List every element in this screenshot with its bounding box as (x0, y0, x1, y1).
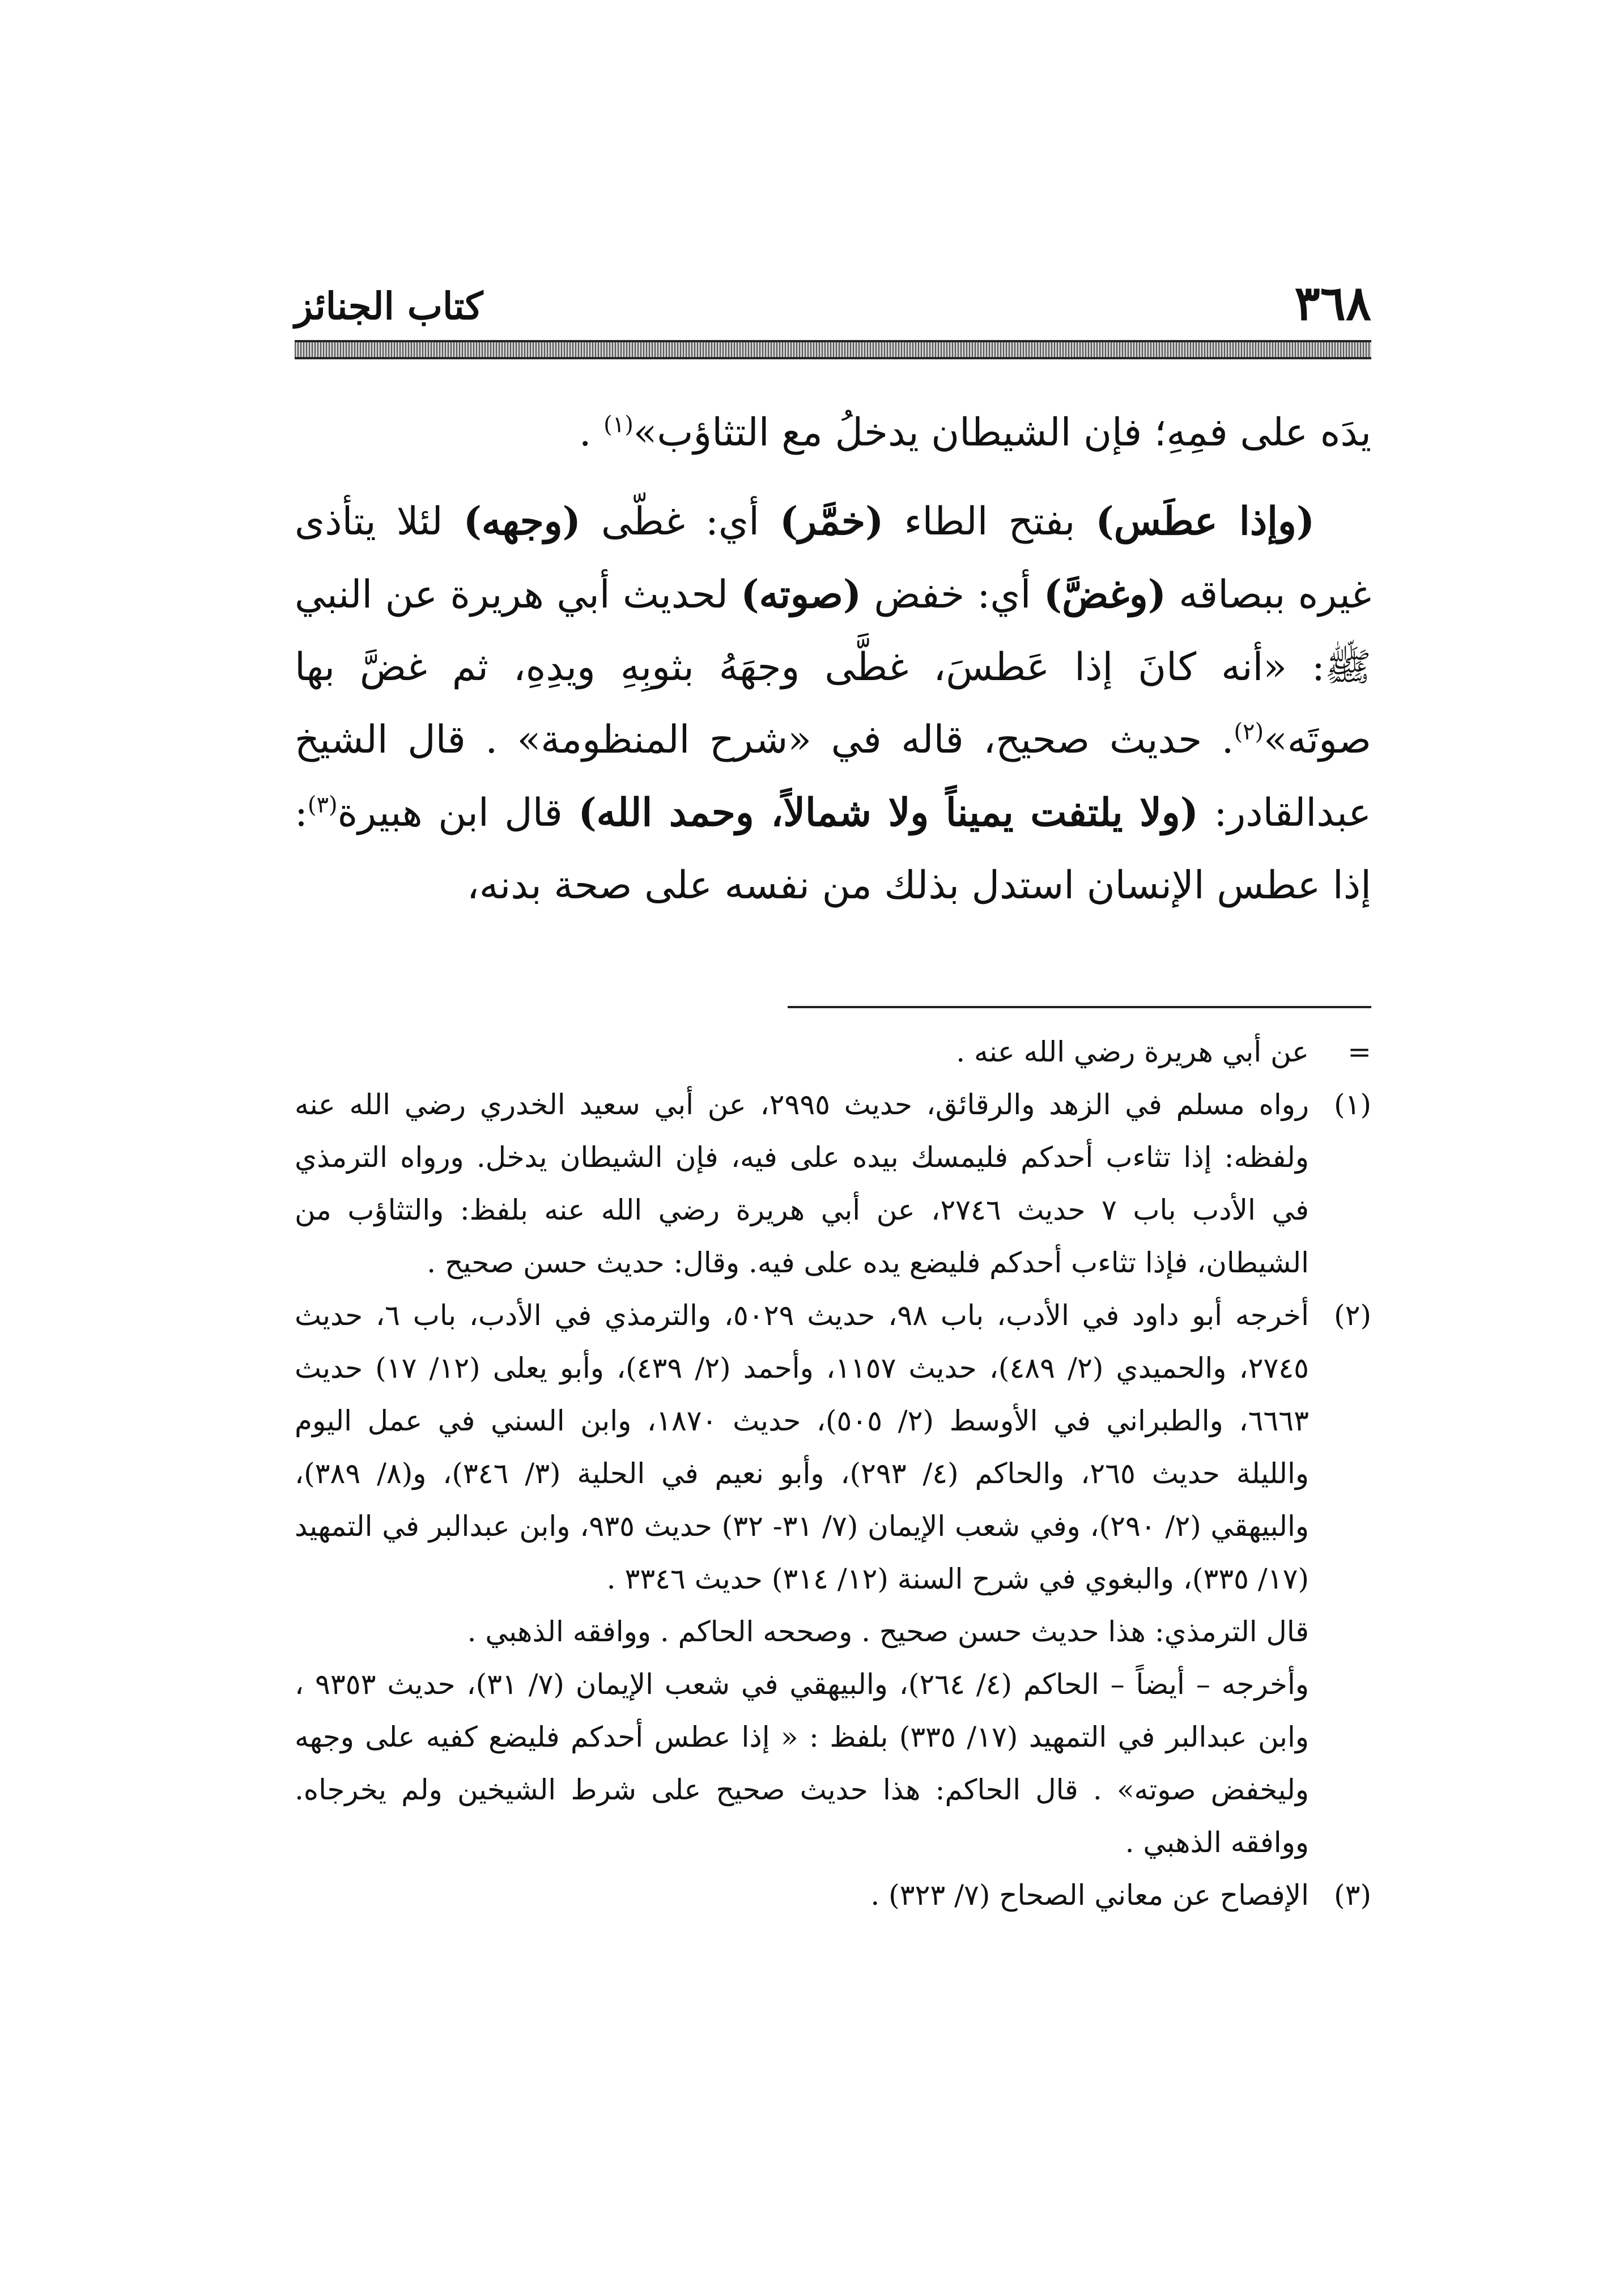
footnote-continuation (295, 1026, 1371, 1078)
footnote-2-part-2: قال الترمذي: هذا حديث حسن صحيح . وصححه الحاكم . ووافقه الذهبي . (467, 1615, 1309, 1648)
text-segment: أي: غطّى (580, 499, 780, 544)
page-number: ٣٦٨ (1294, 275, 1371, 331)
term-turn: (ولا يلتفت يميناً ولا شمالاً، وحمد الله) (578, 790, 1198, 835)
text-segment: أي: خفض (861, 572, 1044, 617)
footnote-text: عن أبي هريرة رضي الله عنه . (956, 1035, 1309, 1068)
text-segment: لئلا يتأذى غيره ببصاقه (295, 499, 1371, 617)
text-segment: قال ابن هبيرة (337, 791, 579, 835)
paragraph-1-end: . (579, 410, 604, 455)
footnote-separator (788, 1006, 1371, 1008)
footnote-3 (295, 1869, 1371, 1922)
footnote-text: الإفصاح عن معاني الصحاح (٧/ ٣٢٣) . (870, 1879, 1309, 1912)
page-header (295, 275, 1371, 340)
text-segment: بفتح الطاء (883, 499, 1096, 544)
text-segment: . حديث صحيح، قاله في «شرح المنظومة» . قال الشيخ عبدالقادر: (295, 717, 1371, 835)
footnote-ref-1: (١) (603, 411, 634, 438)
footnote-2-part-1: أخرجه أبو داود في الأدب، باب ٩٨، حديث ٥٠٢٩، والترمذي في الأدب، باب ٦، حديث ٢٧٤٥، والحميدي (٢/ ٤٨٩)، حديث ١١٥٧، وأحمد (٢/ ٤٣٩)، وأبو يعلى (١٢/ ١٧) حديث ٦٦٦٣، والطبراني في الأوسط (٢/ ٥٠٥)، حديث ١٨٧٠، وابن السني في عمل اليوم والليلة حديث ٢٦٥، والحاكم (٤/ ٢٩٣)، وأبو نعيم في الحلية (٣/ ٣٤٦)، و(٨/ ٣٨٩)، والبيهقي (٢/ ٢٩٠)، وفي شعب الإيمان (٧/ ٣١- ٣٢) حديث ٩٣٥، وابن عبدالبر في التمهيد (١٧/ ٣٣٥)، والبغوي في شرح السنة (١٢/ ٣١٤) حديث ٣٣٤٦ . (295, 1299, 1310, 1595)
main-text (295, 397, 1371, 922)
footnote-2 (295, 1289, 1371, 1869)
footnote-ref-2: (٢) (1234, 719, 1264, 745)
term-voice: (صوته) (741, 572, 862, 617)
term-cover: (خمَّر) (780, 499, 884, 544)
footnote-ref-3: (٣) (307, 792, 338, 818)
text-segment: : إذا عطس الإنسان استدل بذلك من نفسه على صحة بدنه، (295, 791, 1371, 908)
term-sneeze: (وإذا عطَس) (1095, 499, 1315, 544)
term-lower: (وغضَّ) (1043, 572, 1166, 617)
footnote-marker: (٢) (1334, 1299, 1371, 1332)
footnote-text (295, 1289, 1309, 1869)
footnote-text: رواه مسلم في الزهد والرقائق، حديث ٢٩٩٥، عن أبي سعيد الخدري رضي الله عنه ولفظه: إذا تثاءب أحدكم فليمسك بيده على فيه، فإن الشيطان يدخل. ورواه الترمذي في الأدب باب ٧ حديث ٢٧٤٦، عن أبي هريرة رضي الله عنه بلفظ: والتثاؤب من الشيطان، فإذا تثاءب أحدكم فليضع يده على فيه. وقال: حديث حسن صحيح . (295, 1088, 1309, 1279)
header-divider (295, 340, 1371, 359)
footnote-2-part-3: وأخرجه – أيضاً – الحاكم (٤/ ٢٦٤)، والبيهقي في شعب الإيمان (٧/ ٣١)، حديث ٩٣٥٣ ، وابن عبدالبر في التمهيد (١٧/ ٣٣٥) بلفظ : « إذا عطس أحدكم فليضع كفيه على وجهه وليخفض صوته» . قال الحاكم: هذا حديث صحيح على شرط الشيخين ولم يخرجاه. ووافقه الذهبي . (295, 1668, 1310, 1859)
footnotes (295, 1026, 1371, 1922)
paragraph-2 (295, 485, 1371, 922)
footnote-1 (295, 1078, 1371, 1289)
paragraph-1 (295, 397, 1371, 469)
book-title: كتاب الجنائز (295, 284, 483, 328)
footnote-marker: (٣) (1334, 1879, 1371, 1912)
text-segment: لحديث أبي هريرة عن النبي ﷺ: «أنه كانَ إذا عَطسَ، غطَّى وجهَهُ بثوبِهِ ويدِهِ، ثم غضَّ بها صوتَه» (295, 572, 1371, 762)
footnote-marker: = (1347, 1035, 1371, 1068)
footnote-marker: (١) (1334, 1088, 1371, 1121)
paragraph-1-text: يدَه على فمِهِ؛ فإن الشيطان يدخلُ مع التثاؤب» (633, 410, 1371, 455)
term-face: (وجهه) (463, 499, 581, 544)
